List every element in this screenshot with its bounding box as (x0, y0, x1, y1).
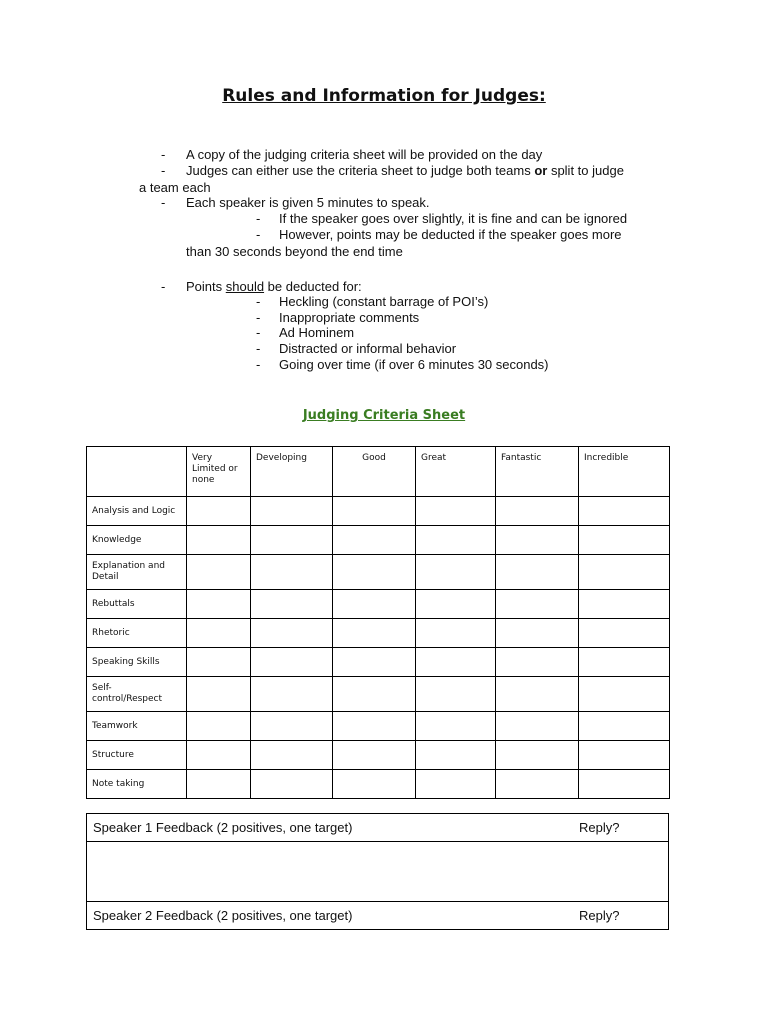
score-cell[interactable] (251, 497, 333, 526)
score-cell[interactable] (251, 619, 333, 648)
bullet-dash: - (161, 279, 166, 294)
criteria-label: Rhetoric (87, 619, 187, 648)
criteria-row (87, 497, 670, 526)
rule-4-underline: should (225, 279, 265, 294)
header-cell-developing: Developing (251, 447, 333, 497)
score-cell[interactable] (251, 526, 333, 555)
score-cell[interactable] (251, 555, 333, 590)
bullet-dash: - (161, 195, 166, 210)
deduction-item: Going over time (if over 6 minutes 30 seconds) (279, 357, 549, 372)
criteria-label: Note taking (87, 770, 187, 799)
rule-2-continuation: a team each (139, 180, 211, 195)
score-cell[interactable] (187, 770, 251, 799)
score-cell[interactable] (579, 497, 670, 526)
score-cell[interactable] (251, 590, 333, 619)
score-cell[interactable] (333, 741, 416, 770)
score-cell[interactable] (187, 677, 251, 712)
score-cell[interactable] (333, 555, 416, 590)
score-cell[interactable] (579, 555, 670, 590)
criteria-row (87, 741, 670, 770)
score-cell[interactable] (251, 677, 333, 712)
score-cell[interactable] (496, 555, 579, 590)
score-cell[interactable] (416, 497, 496, 526)
score-cell[interactable] (416, 648, 496, 677)
rule-3: Each speaker is given 5 minutes to speak. (186, 195, 430, 210)
criteria-row (87, 590, 670, 619)
bullet-dash: - (256, 211, 261, 226)
header-cell-incredible: Incredible (579, 447, 670, 497)
deduction-item: Distracted or informal behavior (279, 341, 457, 356)
rule-4-text: Points (186, 279, 226, 294)
score-cell[interactable] (579, 648, 670, 677)
score-cell[interactable] (187, 497, 251, 526)
deduction-item: Heckling (constant barrage of POI’s) (279, 294, 489, 309)
score-cell[interactable] (496, 619, 579, 648)
score-cell[interactable] (579, 590, 670, 619)
rule-3a: If the speaker goes over slightly, it is fine and can be ignored (279, 211, 628, 226)
page-title: Rules and Information for Judges: (222, 86, 546, 106)
speaker-1-feedback-label: Speaker 1 Feedback (2 positives, one target) (93, 820, 353, 835)
criteria-row (87, 648, 670, 677)
score-cell[interactable] (333, 590, 416, 619)
header-cell-very-limited: Very Limited or none (187, 447, 251, 497)
bullet-dash: - (256, 310, 261, 325)
rule-3b: However, points may be deducted if the speaker goes more (279, 227, 622, 242)
criteria-row (87, 526, 670, 555)
score-cell[interactable] (496, 497, 579, 526)
bullet-dash: - (256, 325, 261, 340)
score-cell[interactable] (579, 712, 670, 741)
score-cell[interactable] (333, 677, 416, 712)
criteria-row (87, 770, 670, 799)
score-cell[interactable] (579, 526, 670, 555)
score-cell[interactable] (333, 526, 416, 555)
criteria-row (87, 619, 670, 648)
rule-2-text-end: split to judge (547, 163, 624, 178)
criteria-header-row (87, 447, 670, 497)
speaker-1-feedback-area (87, 842, 669, 902)
score-cell[interactable] (187, 590, 251, 619)
criteria-label: Rebuttals (87, 590, 187, 619)
score-cell[interactable] (251, 770, 333, 799)
rule-2 (186, 163, 624, 178)
bullet-dash: - (256, 227, 261, 242)
score-cell[interactable] (187, 741, 251, 770)
speaker-1-feedback-row (87, 814, 669, 842)
score-cell[interactable] (496, 770, 579, 799)
score-cell[interactable] (579, 619, 670, 648)
deduction-item: Inappropriate comments (279, 310, 420, 325)
speaker-1-feedback-header (87, 814, 669, 842)
rule-4 (186, 279, 362, 294)
criteria-label: Self-control/Respect (87, 677, 187, 712)
speaker-2-feedback-header (87, 902, 669, 930)
criteria-label: Teamwork (87, 712, 187, 741)
score-cell[interactable] (416, 770, 496, 799)
score-cell[interactable] (416, 619, 496, 648)
score-cell[interactable] (496, 648, 579, 677)
bullet-dash: - (256, 341, 261, 356)
score-cell[interactable] (333, 648, 416, 677)
reply-label: Reply? (579, 820, 620, 835)
criteria-label: Speaking Skills (87, 648, 187, 677)
rule-1: A copy of the judging criteria sheet will be provided on the day (186, 147, 543, 162)
feedback-table (86, 813, 669, 930)
criteria-label: Explanation and Detail (87, 555, 187, 590)
score-cell[interactable] (496, 590, 579, 619)
score-cell[interactable] (187, 648, 251, 677)
score-cell[interactable] (187, 712, 251, 741)
rule-4-text-end: be deducted for: (264, 279, 362, 294)
criteria-label: Analysis and Logic (87, 497, 187, 526)
bullet-dash: - (256, 357, 261, 372)
bullet-dash: - (161, 163, 166, 178)
criteria-table (86, 446, 670, 799)
score-cell[interactable] (579, 770, 670, 799)
score-cell[interactable] (251, 712, 333, 741)
criteria-sheet-title: Judging Criteria Sheet (302, 408, 466, 423)
score-cell[interactable] (496, 741, 579, 770)
header-cell-great: Great (416, 447, 496, 497)
feedback-writing-space[interactable] (87, 842, 669, 902)
deduction-item: Ad Hominem (279, 325, 355, 340)
score-cell[interactable] (416, 590, 496, 619)
rule-2-bold: or (534, 163, 548, 178)
score-cell[interactable] (187, 619, 251, 648)
criteria-label: Structure (87, 741, 187, 770)
score-cell[interactable] (416, 741, 496, 770)
header-cell-good: Good (333, 447, 416, 497)
score-cell[interactable] (496, 677, 579, 712)
speaker-2-feedback-label: Speaker 2 Feedback (2 positives, one target) (93, 908, 353, 923)
score-cell[interactable] (416, 555, 496, 590)
score-cell[interactable] (333, 712, 416, 741)
score-cell[interactable] (187, 526, 251, 555)
score-cell[interactable] (416, 677, 496, 712)
score-cell[interactable] (416, 526, 496, 555)
score-cell[interactable] (579, 677, 670, 712)
criteria-row (87, 555, 670, 590)
criteria-row (87, 712, 670, 741)
speaker-2-feedback-row (87, 902, 669, 930)
score-cell[interactable] (579, 741, 670, 770)
bullet-dash: - (161, 147, 166, 162)
score-cell[interactable] (187, 555, 251, 590)
header-cell-fantastic: Fantastic (496, 447, 579, 497)
score-cell[interactable] (333, 770, 416, 799)
score-cell[interactable] (251, 648, 333, 677)
criteria-label: Knowledge (87, 526, 187, 555)
score-cell[interactable] (496, 712, 579, 741)
rule-3b-continuation: than 30 seconds beyond the end time (186, 244, 403, 259)
reply-label: Reply? (579, 908, 620, 923)
score-cell[interactable] (333, 497, 416, 526)
rule-2-text: Judges can either use the criteria sheet to judge both teams (186, 163, 535, 178)
score-cell[interactable] (333, 619, 416, 648)
score-cell[interactable] (496, 526, 579, 555)
score-cell[interactable] (416, 712, 496, 741)
criteria-row (87, 677, 670, 712)
header-cell-empty (87, 447, 187, 497)
score-cell[interactable] (251, 741, 333, 770)
bullet-dash: - (256, 294, 261, 309)
